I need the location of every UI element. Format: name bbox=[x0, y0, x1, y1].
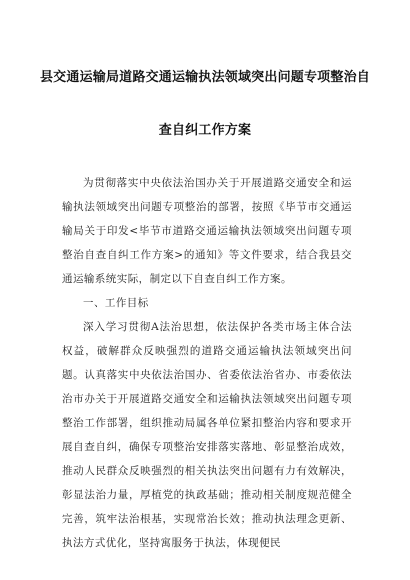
document-title-line-1: 县交通运输局道路交通运输执法领域突出问题专项整治自 bbox=[39, 70, 370, 85]
document-title-line-2: 查自纠工作方案 bbox=[158, 123, 252, 138]
document-body bbox=[62, 171, 352, 555]
intro-paragraph: 为贯彻落实中央依法治国办关于开展道路交通安全和运输执法领域突出问题专项整治的部署，按照《毕节市交通运输局关于印发<毕节市道路交通运输执法领域突出问题专项整治自查自纠工作方案>的通知》等文件要求，结合我县交通运输系统实际，制定以下自查自纠工作方案。 bbox=[62, 177, 352, 285]
section-heading-goals: 一、工作目标 bbox=[83, 297, 149, 309]
section-paragraph-goals: 深入学习贯彻A法治思想，依法保护各类市场主体合法权益，破解群众反映强烈的道路交通运输执法领域突出问题。认真落实中央依法治国办、省委依法治省办、市委依法治市办关于开展道路交通安全和运输执法领域突出问题专项整治工作部署，组织推动局属各单位紧扣整治内容和要求开展自查自纠，确保专项整治安排落实落地、彰显整治成效，推动人民群众反映强烈的相关执法突出问题有力有效解决，彰显法治力量，厚植党的执政基础；推动相关制度规范健全完善，筑牢法治根基，实现常治长效；推动执法理念更新、执法方式优化，坚持寓服务于执法，体现便民 bbox=[62, 321, 352, 549]
